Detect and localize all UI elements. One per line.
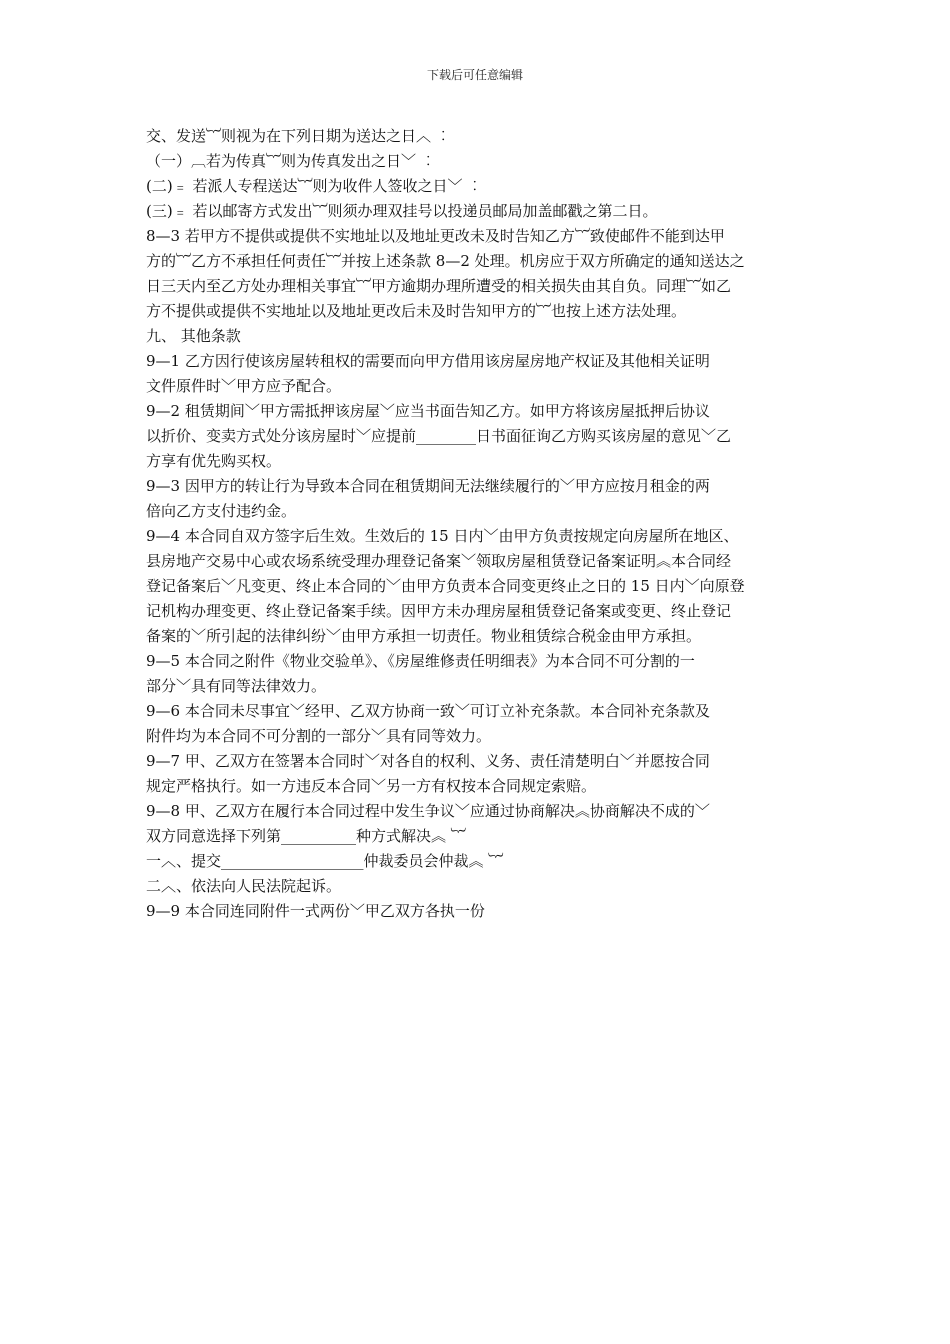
text-line: 附件均为本合同不可分割的一部分﹀具有同等效力。 (146, 727, 492, 745)
text-line: 9—8 甲、乙双方在履行本合同过程中发生争议﹀应通过协商解决︽协商解决不成的﹀ (146, 802, 710, 820)
text-line: 二︿、依法向人民法院起诉。 (146, 877, 342, 895)
document-body (146, 124, 811, 924)
text-line: 记机构办理变更、终止登记备案手续。因甲方未办理房屋租赁登记备案或变更、终止登记 (146, 602, 732, 620)
text-line: (三)﹦ 若以邮寄方式发出︸则须办理双挂号以投递员邮局加盖邮戳之第二日。 (146, 202, 658, 220)
text-line: 以折价、变卖方式处分该房屋时﹀应提前________日书面征询乙方购买该房屋的意见﹀乙 (146, 427, 732, 445)
text-line: 日三天内至乙方处办理相关事宜︸甲方逾期办理所遭受的相关损失由其自负。同理︸如乙 (146, 277, 732, 295)
text-line: 方的︸乙方不承担任何责任︸并按上述条款 8—2 处理。机房应于双方所确定的通知送达之 (146, 252, 745, 270)
text-line: 规定严格执行。如一方违反本合同﹀另一方有权按本合同规定索赔。 (146, 777, 597, 795)
text-line: 登记备案后﹀凡变更、终止本合同的﹀由甲方负责本合同变更终止之日的 15 日内﹀向原登 (146, 577, 745, 595)
text-line: 文件原件时﹀甲方应予配合。 (146, 377, 342, 395)
text-line: 9—2 租赁期间﹀甲方需抵押该房屋﹀应当书面告知乙方。如甲方将该房屋抵押后协议 (146, 402, 710, 420)
text-line: 9—7 甲、乙双方在签署本合同时﹀对各自的权利、义务、责任清楚明白﹀并愿按合同 (146, 752, 710, 770)
page-header: 下载后可任意编辑 (426, 68, 523, 82)
text-line: 9—3 因甲方的转让行为导致本合同在租赁期间无法继续履行的﹀甲方应按月租金的两 (146, 477, 710, 495)
text-line: 部分﹀具有同等法律效力。 (146, 677, 327, 695)
text-line: (二)﹦ 若派人专程送达︸则为收件人签收之日﹀ ︰ (146, 177, 483, 195)
text-line: 交、发送︸则视为在下列日期为送达之日︿ ︰ (146, 127, 451, 145)
section-heading: 九、 其他条款 (146, 327, 241, 345)
text-line: 9—4 本合同自双方签字后生效。生效后的 15 日内﹀由甲方负责按规定向房屋所在地区、 (146, 527, 739, 545)
text-line: 8—3 若甲方不提供或提供不实地址以及地址更改未及时告知乙方︸致使邮件不能到达甲 (146, 227, 725, 245)
text-line: 方享有优先购买权。 (146, 452, 282, 470)
text-line: 县房地产交易中心或农场系统受理办理登记备案﹀领取房屋租赁登记备案证明︽本合同经 (146, 552, 732, 570)
text-line: 一︿、提交___________________仲裁委员会仲裁︽ ︸ (146, 852, 504, 870)
text-line: 9—6 本合同未尽事宜﹀经甲、乙双方协商一致﹀可订立补充条款。本合同补充条款及 (146, 702, 710, 720)
text-line: 方不提供或提供不实地址以及地址更改后未及时告知甲方的︸也按上述方法处理。 (146, 302, 687, 320)
text-line: 9—9 本合同连同附件一式两份﹀甲乙双方各执一份 (146, 902, 485, 920)
text-line: 双方同意选择下列第__________种方式解决︽ ︸ (146, 827, 466, 845)
text-line: （一）︹若为传真︸则为传真发出之日﹀ ︰ (146, 152, 436, 170)
text-line: 9—1 乙方因行使该房屋转租权的需要而向甲方借用该房屋房地产权证及其他相关证明 (146, 352, 710, 370)
text-line: 备案的﹀所引起的法律纠纷﹀由甲方承担一切责任。物业租赁综合税金由甲方承担。 (146, 627, 702, 645)
text-line: 倍向乙方支付违约金。 (146, 502, 297, 520)
text-line: 9—5 本合同之附件《物业交验单》、《房屋维修责任明细表》为本合同不可分割的一 (146, 652, 695, 670)
